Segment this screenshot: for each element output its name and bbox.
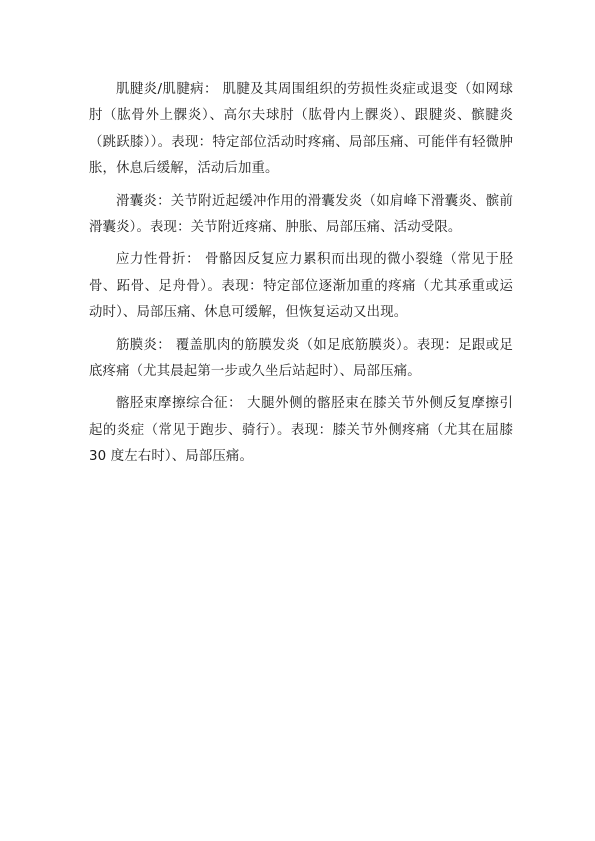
term-stress-fracture: 应力性骨折： [116, 252, 201, 268]
paragraph-fasciitis [89, 333, 513, 386]
paragraph-bursitis [89, 189, 513, 242]
paragraph-stress-fracture [89, 247, 513, 326]
term-itbs: 髂胫束摩擦综合征： [116, 396, 243, 412]
term-tendinitis: 肌腱炎/肌腱病： [116, 82, 218, 97]
term-bursitis: 滑囊炎： [116, 193, 171, 209]
description-stress-fracture: 骨骼因反复应力累积而出现的微小裂缝（常见于胫骨、跖骨、足舟骨）。表现：特定部位逐渐加重的疼痛（尤其承重或运动时）、局部压痛、休息可缓解，但恢复运动又出现。 [89, 252, 513, 321]
description-fasciitis: 覆盖肌肉的筋膜发炎（如足底筋膜炎）。表现：足跟或足底疼痛（尤其晨起第一步或久坐后站起时）、局部压痛。 [89, 337, 513, 380]
description-bursitis: 关节附近起缓冲作用的滑囊发炎（如肩峰下滑囊炎、髌前滑囊炎）。表现：关节附近疼痛、肿胀、局部压痛、活动受限。 [89, 193, 513, 236]
paragraph-itbs [89, 391, 513, 470]
paragraph-tendinitis [89, 77, 513, 183]
description-tendinitis: 肌腱及其周围组织的劳损性炎症或退变（如网球肘（肱骨外上髁炎）、高尔夫球肘（肱骨内上髁炎）、跟腱炎、髌腱炎（跳跃膝））。表现：特定部位活动时疼痛、局部压痛、可能伴有轻微肿胀，休息后缓解，活动后加重。 [89, 82, 513, 177]
description-itbs: 大腿外侧的髂胫束在膝关节外侧反复摩擦引起的炎症（常见于跑步、骑行）。表现：膝关节外侧疼痛（尤其在屈膝 30 度左右时）、局部压痛。 [89, 396, 513, 465]
document-body [89, 77, 513, 477]
term-fasciitis: 筋膜炎： [116, 337, 172, 353]
